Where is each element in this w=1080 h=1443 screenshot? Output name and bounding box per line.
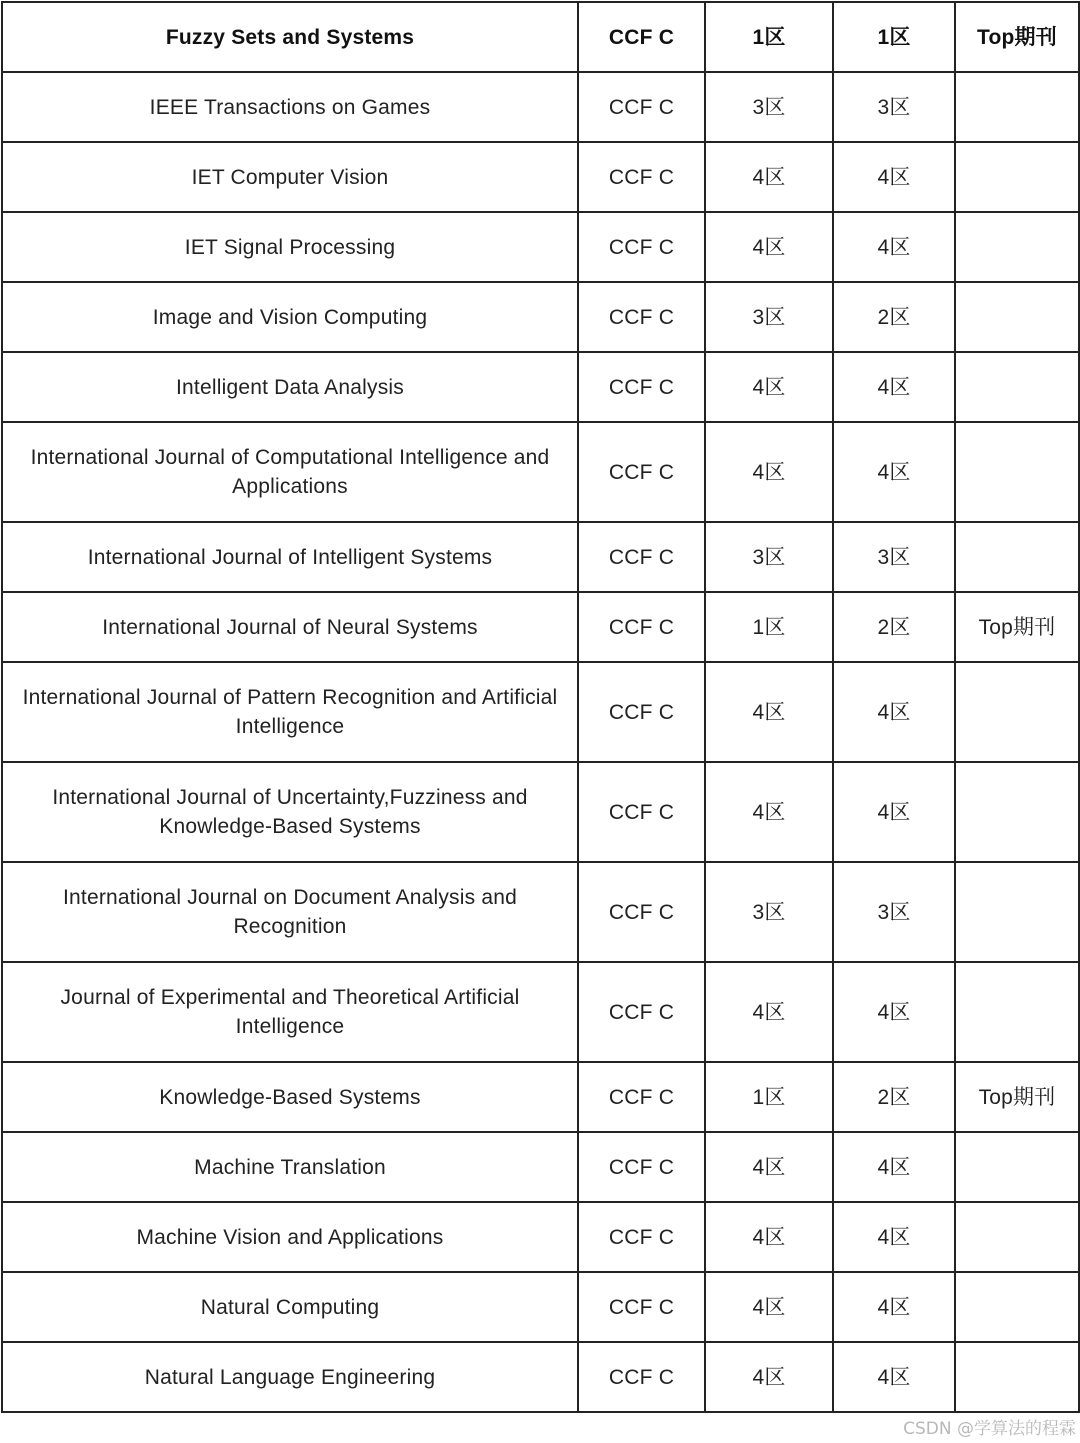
top-journal-cell (955, 1272, 1079, 1342)
zone-b-cell: 4区 (833, 212, 955, 282)
journal-name-cell: International Journal of Intelligent Systems (2, 522, 578, 592)
zone-a-cell: 1区 (705, 2, 833, 72)
zone-b-cell: 1区 (833, 2, 955, 72)
zone-a-cell: 4区 (705, 352, 833, 422)
journal-name-cell: Journal of Experimental and Theoretical Artificial Intelligence (2, 962, 578, 1062)
zone-b-cell: 3区 (833, 72, 955, 142)
top-journal-cell (955, 352, 1079, 422)
zone-b-cell: 3区 (833, 862, 955, 962)
ccf-rank-cell: CCF C (578, 282, 705, 352)
zone-a-cell: 4区 (705, 1132, 833, 1202)
zone-a-cell: 4区 (705, 1202, 833, 1272)
zone-a-cell: 4区 (705, 1272, 833, 1342)
ccf-rank-cell: CCF C (578, 72, 705, 142)
zone-a-cell: 4区 (705, 422, 833, 522)
ccf-rank-cell: CCF C (578, 962, 705, 1062)
journal-name-cell: IEEE Transactions on Games (2, 72, 578, 142)
top-journal-cell: Top期刊 (955, 2, 1079, 72)
top-journal-cell (955, 1132, 1079, 1202)
journal-name-cell: Image and Vision Computing (2, 282, 578, 352)
ccf-rank-cell: CCF C (578, 142, 705, 212)
top-journal-cell (955, 522, 1079, 592)
zone-a-cell: 4区 (705, 962, 833, 1062)
journal-name-cell: Natural Language Engineering (2, 1342, 578, 1412)
zone-a-cell: 4区 (705, 1342, 833, 1412)
ccf-rank-cell: CCF C (578, 1062, 705, 1132)
top-journal-cell (955, 1342, 1079, 1412)
ccf-rank-cell: CCF C (578, 1342, 705, 1412)
table-row (2, 592, 1079, 662)
top-journal-cell (955, 1202, 1079, 1272)
ccf-rank-cell: CCF C (578, 662, 705, 762)
journal-name-cell: Knowledge-Based Systems (2, 1062, 578, 1132)
top-journal-cell (955, 662, 1079, 762)
ccf-rank-cell: CCF C (578, 592, 705, 662)
journal-name-cell: International Journal of Uncertainty,Fuzziness and Knowledge-Based Systems (2, 762, 578, 862)
table-row (2, 862, 1079, 962)
zone-a-cell: 4区 (705, 212, 833, 282)
zone-b-cell: 4区 (833, 1342, 955, 1412)
zone-a-cell: 3区 (705, 72, 833, 142)
zone-a-cell: 4区 (705, 662, 833, 762)
zone-b-cell: 2区 (833, 592, 955, 662)
zone-b-cell: 4区 (833, 1202, 955, 1272)
top-journal-cell: Top期刊 (955, 592, 1079, 662)
top-journal-cell: Top期刊 (955, 1062, 1079, 1132)
journal-name-cell: Intelligent Data Analysis (2, 352, 578, 422)
ccf-rank-cell: CCF C (578, 2, 705, 72)
zone-a-cell: 1区 (705, 592, 833, 662)
top-journal-cell (955, 142, 1079, 212)
zone-b-cell: 2区 (833, 1062, 955, 1132)
watermark-text: CSDN @学算法的程霖 (903, 1419, 1076, 1439)
journal-name-cell: IET Computer Vision (2, 142, 578, 212)
table-row (2, 522, 1079, 592)
table-row (2, 1202, 1079, 1272)
zone-b-cell: 2区 (833, 282, 955, 352)
journal-name-cell: International Journal of Neural Systems (2, 592, 578, 662)
zone-a-cell: 4区 (705, 142, 833, 212)
journal-name-cell: International Journal on Document Analysis and Recognition (2, 862, 578, 962)
table-row (2, 352, 1079, 422)
table-row (2, 762, 1079, 862)
zone-b-cell: 4区 (833, 962, 955, 1062)
zone-b-cell: 4区 (833, 142, 955, 212)
zone-a-cell: 3区 (705, 282, 833, 352)
table-row (2, 142, 1079, 212)
zone-b-cell: 4区 (833, 762, 955, 862)
ccf-rank-cell: CCF C (578, 762, 705, 862)
table-row (2, 282, 1079, 352)
journal-name-cell: Fuzzy Sets and Systems (2, 2, 578, 72)
journal-name-cell: Machine Translation (2, 1132, 578, 1202)
top-journal-cell (955, 282, 1079, 352)
table-row (2, 1342, 1079, 1412)
top-journal-cell (955, 422, 1079, 522)
table-row (2, 1272, 1079, 1342)
zone-a-cell: 3区 (705, 862, 833, 962)
table-row (2, 662, 1079, 762)
zone-a-cell: 4区 (705, 762, 833, 862)
top-journal-cell (955, 962, 1079, 1062)
ccf-rank-cell: CCF C (578, 522, 705, 592)
table-row (2, 962, 1079, 1062)
journal-name-cell: Machine Vision and Applications (2, 1202, 578, 1272)
zone-a-cell: 1区 (705, 1062, 833, 1132)
zone-a-cell: 3区 (705, 522, 833, 592)
ccf-rank-cell: CCF C (578, 422, 705, 522)
table-row (2, 2, 1079, 72)
table-row (2, 422, 1079, 522)
journal-ranking-table (1, 1, 1080, 1413)
top-journal-cell (955, 72, 1079, 142)
table-row (2, 212, 1079, 282)
zone-b-cell: 4区 (833, 662, 955, 762)
ccf-rank-cell: CCF C (578, 1202, 705, 1272)
top-journal-cell (955, 862, 1079, 962)
table-row (2, 1062, 1079, 1132)
ccf-rank-cell: CCF C (578, 352, 705, 422)
zone-b-cell: 4区 (833, 422, 955, 522)
journal-name-cell: International Journal of Pattern Recognition and Artificial Intelligence (2, 662, 578, 762)
table-row (2, 72, 1079, 142)
journal-name-cell: Natural Computing (2, 1272, 578, 1342)
zone-b-cell: 4区 (833, 1272, 955, 1342)
zone-b-cell: 4区 (833, 1132, 955, 1202)
top-journal-cell (955, 762, 1079, 862)
ccf-rank-cell: CCF C (578, 862, 705, 962)
zone-b-cell: 3区 (833, 522, 955, 592)
zone-b-cell: 4区 (833, 352, 955, 422)
ccf-rank-cell: CCF C (578, 1132, 705, 1202)
journal-name-cell: IET Signal Processing (2, 212, 578, 282)
top-journal-cell (955, 212, 1079, 282)
ccf-rank-cell: CCF C (578, 212, 705, 282)
table-row (2, 1132, 1079, 1202)
journal-name-cell: International Journal of Computational Intelligence and Applications (2, 422, 578, 522)
ccf-rank-cell: CCF C (578, 1272, 705, 1342)
